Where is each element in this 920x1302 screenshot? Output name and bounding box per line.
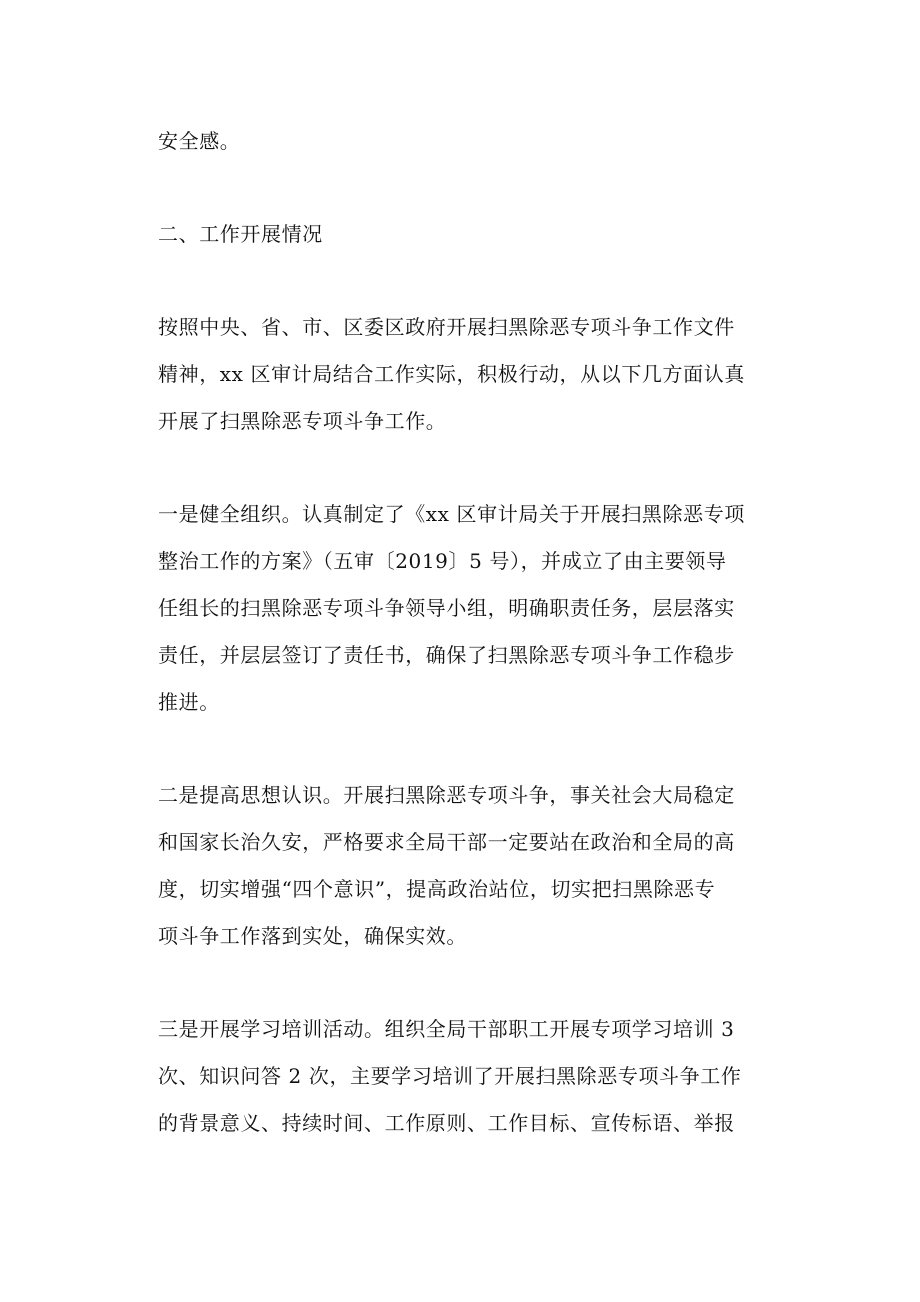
- text-line: 项斗争工作落到实处，确保实效。: [158, 924, 467, 948]
- text-line: 次、知识问答 2 次，主要学习培训了开展扫黑除恶专项斗争工作: [158, 1064, 742, 1088]
- text-line: 一是健全组织。认真制定了《xx 区审计局关于开展扫黑除恶专项: [158, 502, 745, 526]
- text-line: 二是提高思想认识。开展扫黑除恶专项斗争，事关社会大局稳定: [158, 783, 735, 807]
- text-line: 任组长的扫黑除恶专项斗争领导小组，明确职责任务，层层落实: [158, 596, 735, 620]
- section-heading: [158, 211, 768, 258]
- text-line: 开展了扫黑除恶专项斗争工作。: [158, 409, 447, 433]
- paragraph-organization: [158, 491, 768, 726]
- text-line: 和国家长治久安，严格要求全局干部一定要站在政治和全局的高: [158, 830, 735, 854]
- paragraph-closing-fragment: [158, 118, 768, 165]
- text-line: 安全感。: [158, 129, 241, 153]
- paragraph-awareness: [158, 772, 768, 960]
- document-body: [158, 118, 768, 1193]
- text-line: 度，切实增强“四个意识”，提高政治站位，切实把扫黑除恶专: [158, 877, 716, 901]
- text-line: 推进。: [158, 690, 220, 714]
- heading-text: 二、工作开展情况: [158, 222, 323, 246]
- paragraph-intro: [158, 304, 768, 445]
- text-line: 整治工作的方案》（五审〔2019〕5 号），并成立了由主要领导: [158, 549, 727, 573]
- text-line: 按照中央、省、市、区委区政府开展扫黑除恶专项斗争工作文件: [158, 315, 735, 339]
- text-line: 的背景意义、持续时间、工作原则、工作目标、宣传标语、举报: [158, 1111, 735, 1135]
- text-line: 精神，xx 区审计局结合工作实际，积极行动，从以下几方面认真: [158, 362, 745, 386]
- text-line: 责任，并层层签订了责任书，确保了扫黑除恶专项斗争工作稳步: [158, 643, 735, 667]
- text-line: 三是开展学习培训活动。组织全局干部职工开展专项学习培训 3: [158, 1017, 735, 1041]
- paragraph-training: [158, 1006, 768, 1147]
